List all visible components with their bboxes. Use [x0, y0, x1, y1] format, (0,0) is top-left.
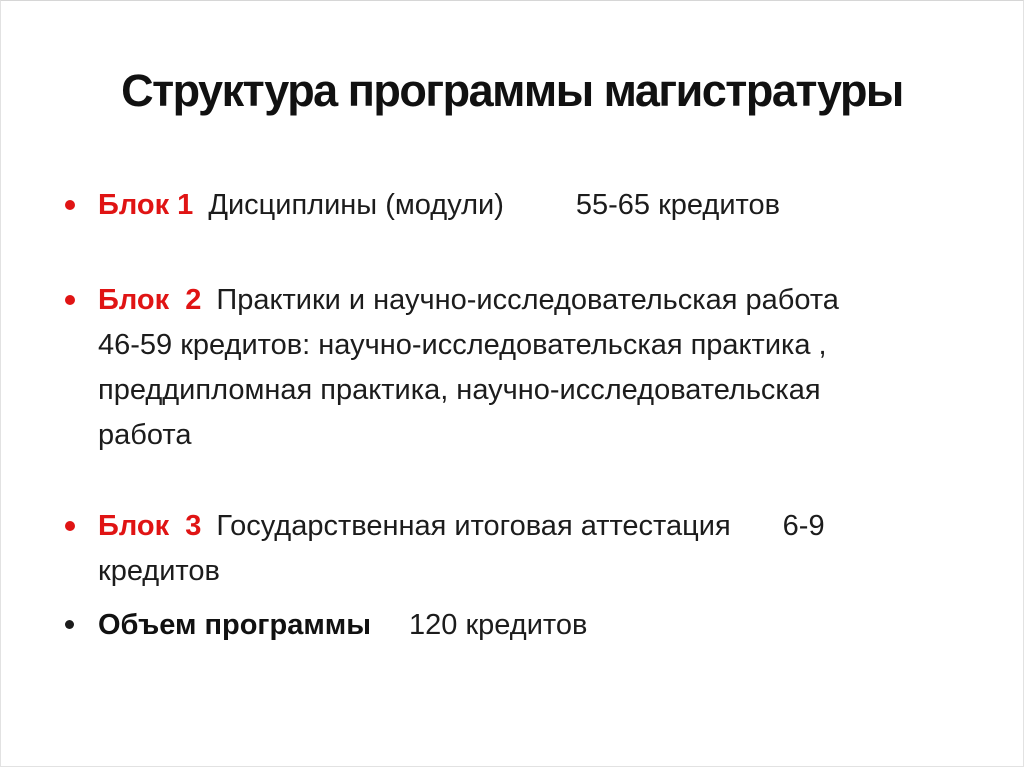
block3-text: Государственная итоговая аттестация: [216, 510, 731, 542]
bullet-marker-red: [65, 200, 75, 210]
bullet-item-volume: [98, 603, 968, 648]
block2-line3: преддипломная практика, научно-исследовательская: [98, 374, 821, 406]
block3-label: Блок 3: [98, 510, 202, 542]
block2-line4: работа: [98, 419, 192, 451]
bullet-marker-black: [65, 620, 74, 629]
bullet-item-block3: [98, 504, 968, 594]
block1-text: Дисциплины (модули): [208, 189, 504, 221]
block1-line: [98, 183, 968, 228]
block3-line2: кредитов: [98, 555, 220, 587]
block2-line2: 46-59 кредитов: научно-исследовательская практика ,: [98, 329, 827, 361]
bullet-item-block1: [98, 183, 968, 228]
bullet-item-block2: [98, 278, 968, 458]
block1-label: Блок 1: [98, 189, 194, 221]
volume-label: Объем программы: [98, 609, 372, 641]
block2-label: Блок 2: [98, 284, 202, 316]
block2-line1: [98, 278, 968, 323]
block3-line1: [98, 504, 968, 549]
volume-line: [98, 603, 968, 648]
block1-credits: 55-65 кредитов: [575, 189, 781, 221]
block2-text: Практики и научно-исследовательская работа: [216, 284, 839, 316]
slide-title: Структура программы магистратуры: [121, 65, 903, 116]
volume-credits: 120 кредитов: [409, 609, 588, 641]
bullet-marker-red: [65, 295, 75, 305]
bullet-list: [1, 183, 1023, 648]
bullet-marker-red: [65, 521, 75, 531]
block3-credits: 6-9: [782, 510, 825, 542]
